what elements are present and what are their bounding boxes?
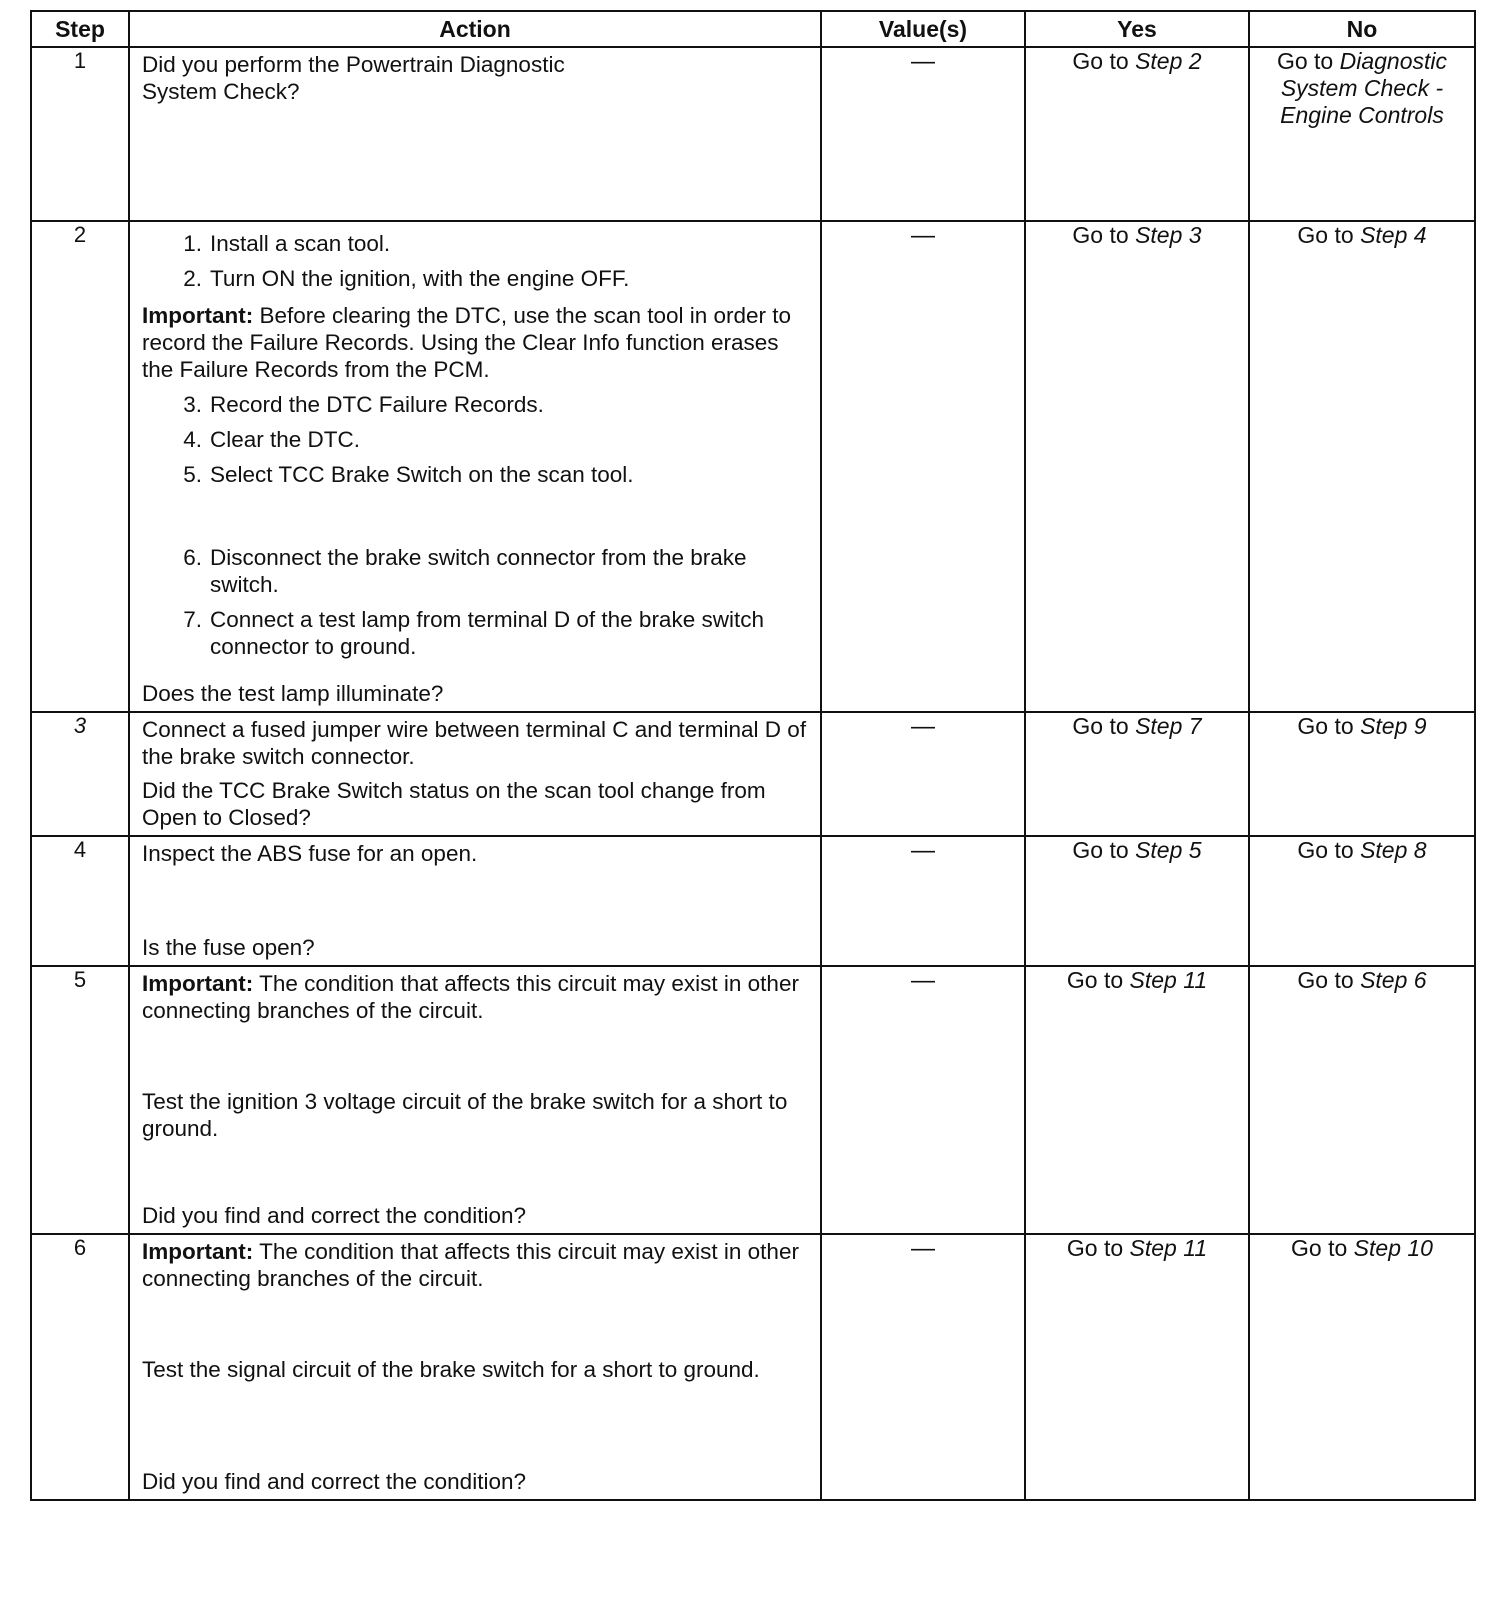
yes-go-to: Go to xyxy=(1072,837,1129,863)
step-number: 4 xyxy=(31,836,129,966)
list-item xyxy=(142,265,810,292)
value-cell: — xyxy=(821,966,1025,1234)
important-text: The condition that affects this circuit may exist in other connecting branches of the circuit. xyxy=(142,1239,799,1291)
list-item-text: Disconnect the brake switch connector from the brake switch. xyxy=(210,545,747,597)
yes-step-link[interactable]: Step 2 xyxy=(1135,48,1202,74)
header-action: Action xyxy=(129,11,821,47)
yes-step-link[interactable]: Step 11 xyxy=(1129,1235,1208,1261)
no-go-to: Go to xyxy=(1297,967,1354,993)
action-text: Test the signal circuit of the brake switch for a short to ground. xyxy=(142,1357,760,1382)
list-item-text: Clear the DTC. xyxy=(210,427,361,452)
yes-step-link[interactable]: Step 5 xyxy=(1135,837,1202,863)
no-cell xyxy=(1249,47,1475,221)
no-cell xyxy=(1249,966,1475,1234)
no-step-link[interactable]: Step 4 xyxy=(1360,222,1427,248)
action-question: Did the TCC Brake Switch status on the scan tool change from Open to Closed? xyxy=(142,778,766,830)
table-row-step-1 xyxy=(31,47,1475,221)
important-text: Before clearing the DTC, use the scan tool in order to record the Failure Records. Using the Clear Info function erases the Failure Records from the PCM. xyxy=(142,303,792,382)
step-list xyxy=(142,544,810,668)
list-item-text: Connect a test lamp from terminal D of the brake switch connector to ground. xyxy=(210,607,764,659)
yes-go-to: Go to xyxy=(1072,713,1129,739)
step-number: 2 xyxy=(31,221,129,712)
yes-go-to: Go to xyxy=(1066,967,1124,993)
table-row-step-6 xyxy=(31,1234,1475,1500)
yes-step-link[interactable]: Step 7 xyxy=(1135,713,1202,739)
header-step: Step xyxy=(31,11,129,47)
important-text: The condition that affects this circuit may exist in other connecting branches of the circuit. xyxy=(142,971,799,1023)
action-text: Inspect the ABS fuse for an open. xyxy=(142,841,478,866)
action-cell xyxy=(129,966,821,1234)
yes-go-to: Go to xyxy=(1072,222,1129,248)
list-item xyxy=(142,391,810,418)
yes-cell xyxy=(1025,966,1249,1234)
no-cell xyxy=(1249,836,1475,966)
no-step-link[interactable]: Step 6 xyxy=(1360,967,1427,993)
value-cell: — xyxy=(821,712,1025,836)
table-row-step-5 xyxy=(31,966,1475,1234)
important-label: Important: xyxy=(142,303,254,328)
value-cell: — xyxy=(821,221,1025,712)
step-number: 1 xyxy=(31,47,129,221)
yes-cell xyxy=(1025,221,1249,712)
action-cell xyxy=(129,221,821,712)
list-item-text: Record the DTC Failure Records. xyxy=(210,392,544,417)
value-cell: — xyxy=(821,1234,1025,1500)
no-go-to: Go to xyxy=(1297,713,1354,739)
no-cell xyxy=(1249,1234,1475,1500)
no-cell xyxy=(1249,712,1475,836)
no-link-line3[interactable]: Engine Controls xyxy=(1280,102,1444,128)
list-item-number: 7. xyxy=(183,607,202,632)
no-step-link[interactable]: Step 10 xyxy=(1353,1235,1433,1261)
no-go-to: Go to xyxy=(1276,48,1334,74)
list-item-text: Install a scan tool. xyxy=(210,231,391,256)
header-row xyxy=(31,11,1475,47)
no-go-to: Go to xyxy=(1291,1235,1348,1261)
action-text: Connect a fused jumper wire between terminal C and terminal D of the brake switch connector. xyxy=(142,717,807,769)
list-item-number: 1. xyxy=(183,231,202,256)
list-item-text: Turn ON the ignition, with the engine OFF. xyxy=(210,266,630,291)
no-cell xyxy=(1249,221,1475,712)
important-note xyxy=(142,302,810,383)
yes-cell xyxy=(1025,47,1249,221)
action-question: Did you find and correct the condition? xyxy=(142,1203,526,1228)
step-number: 5 xyxy=(31,966,129,1234)
no-step-link[interactable]: Step 8 xyxy=(1360,837,1427,863)
yes-step-link[interactable]: Step 11 xyxy=(1129,967,1208,993)
step-number: 6 xyxy=(31,1234,129,1500)
header-no: No xyxy=(1249,11,1475,47)
action-question: Is the fuse open? xyxy=(142,935,315,960)
step-number: 3 xyxy=(31,712,129,836)
list-item xyxy=(142,426,810,453)
list-item-number: 4. xyxy=(183,427,202,452)
value-cell: — xyxy=(821,47,1025,221)
step-list xyxy=(142,230,810,300)
yes-step-link[interactable]: Step 3 xyxy=(1135,222,1202,248)
list-item xyxy=(142,544,810,598)
list-item-number: 6. xyxy=(183,545,202,570)
important-note xyxy=(142,1238,810,1292)
table-row-step-4 xyxy=(31,836,1475,966)
header-yes: Yes xyxy=(1025,11,1249,47)
no-go-to: Go to xyxy=(1297,222,1354,248)
important-note xyxy=(142,970,810,1024)
action-text: Did you perform the Powertrain Diagnostic System Check? xyxy=(142,52,565,104)
important-label: Important: xyxy=(142,1239,254,1264)
action-cell xyxy=(129,1234,821,1500)
list-item xyxy=(142,230,810,257)
no-go-to: Go to xyxy=(1297,837,1354,863)
table-row-step-3 xyxy=(31,712,1475,836)
step-list xyxy=(142,391,810,496)
list-item-number: 3. xyxy=(183,392,202,417)
yes-cell xyxy=(1025,1234,1249,1500)
action-text: Test the ignition 3 voltage circuit of the brake switch for a short to ground. xyxy=(142,1089,788,1141)
list-item-text: Select TCC Brake Switch on the scan tool. xyxy=(210,462,634,487)
list-item-number: 5. xyxy=(183,462,202,487)
header-values: Value(s) xyxy=(821,11,1025,47)
yes-cell xyxy=(1025,712,1249,836)
yes-go-to: Go to xyxy=(1066,1235,1124,1261)
action-question: Did you find and correct the condition? xyxy=(142,1469,526,1494)
action-cell xyxy=(129,836,821,966)
value-cell: — xyxy=(821,836,1025,966)
list-item xyxy=(142,606,810,660)
list-item xyxy=(142,461,810,488)
action-question: Does the test lamp illuminate? xyxy=(142,681,444,706)
table-row-step-2 xyxy=(31,221,1475,712)
no-link-line2[interactable]: System Check - xyxy=(1280,75,1444,101)
no-step-link[interactable]: Step 9 xyxy=(1360,713,1427,739)
no-link-line1[interactable]: Diagnostic xyxy=(1339,48,1448,74)
diagnostic-table xyxy=(30,10,1476,1501)
yes-cell xyxy=(1025,836,1249,966)
important-label: Important: xyxy=(142,971,254,996)
list-item-number: 2. xyxy=(183,266,202,291)
yes-go-to: Go to xyxy=(1072,48,1129,74)
action-cell xyxy=(129,712,821,836)
action-cell xyxy=(129,47,821,221)
